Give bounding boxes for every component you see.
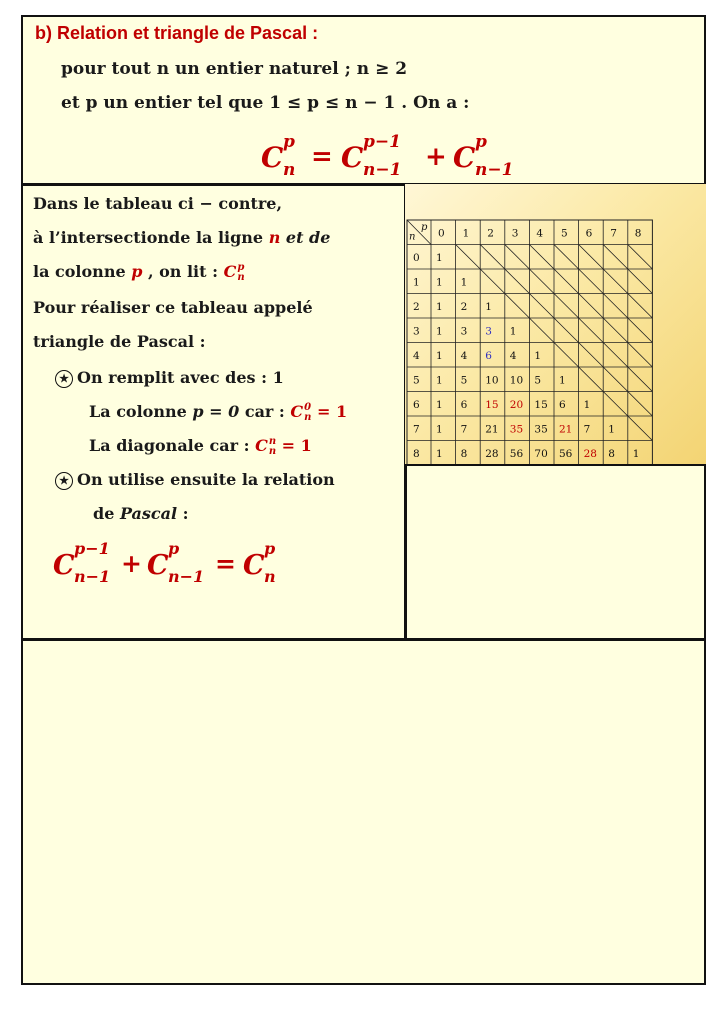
bottom-eq: = [215,549,236,578]
table-cell: 6 [485,350,492,362]
pascal-table-area [405,184,706,465]
row-header: 3 [413,325,420,338]
table-cell: 4 [460,350,468,362]
table-cell: 1 [608,423,615,436]
empty-cell-diagonal [628,318,653,343]
empty-cell-diagonal [579,269,604,294]
table-cell: 70 [534,448,548,460]
table-cell: 3 [460,325,468,338]
bottom-r-sub: n [264,567,276,586]
empty-cell-diagonal [554,245,579,270]
hypothesis-line-2: et p un entier tel que 1 ≤ p ≤ n − 1 . On a : [61,93,470,113]
bottom-t1-sub: n−1 [74,567,111,586]
empty-cell-diagonal [579,367,604,392]
empty-cell-diagonal [603,245,628,270]
col-header: 7 [610,227,617,240]
expl-line-4: Pour réaliser ce tableau appelé [33,298,313,317]
bullet-2 [55,470,335,490]
row-header: 7 [413,423,420,436]
empty-cell-diagonal [554,343,579,368]
empty-cell-diagonal [628,392,653,417]
bottom-t1: C [53,550,75,581]
empty-cell-diagonal [603,318,628,343]
star-bullet-icon: ★ [55,472,73,490]
pascal-formula-main [259,125,529,181]
expl-line-3a: la colonne [33,262,132,281]
col-header: 1 [462,227,470,240]
empty-cell-diagonal [529,294,554,319]
col-header: 0 [438,227,445,240]
table-cell: 8 [460,448,468,460]
empty-cell-diagonal [554,318,579,343]
expl-line-2a: à l’intersectionde la ligne [33,228,269,247]
empty-cell-diagonal [480,245,505,270]
table-cell: 5 [534,374,542,387]
star-bullet-icon: ★ [55,370,73,388]
table-cell: 4 [509,350,517,362]
table-cell: 7 [460,423,468,436]
table-cell: 10 [509,374,524,387]
empty-cell-diagonal [603,269,628,294]
empty-cell-diagonal [579,318,604,343]
diagonal-rule: La diagonale car : C n n = 1 [89,435,312,457]
bullet-2-text: On utilise ensuite la relation [77,470,335,489]
table-cell: 35 [509,423,524,436]
empty-cell-diagonal [628,343,653,368]
bottom-t2-sup: p [168,539,180,558]
row-header: 6 [413,399,420,411]
table-cell: 1 [436,374,443,387]
de-pascal-line: de Pascal : [93,504,189,523]
bottom-t2: C [147,550,169,581]
table-cell: 7 [583,423,591,436]
expl-line-3b: , on lit : [142,262,224,281]
table-cell: 8 [608,448,615,460]
corner-label-n: n [409,231,416,243]
empty-cell-diagonal [505,245,530,270]
pascal-formula-bottom [51,534,301,590]
formula-t2-sup: p [475,132,487,152]
empty-cell-diagonal [505,269,530,294]
empty-bottom-box [21,639,706,985]
empty-cell-diagonal [529,318,554,343]
col-header: 3 [511,227,519,240]
empty-cell-diagonal [628,416,653,441]
formula-t2-sub: n−1 [475,160,514,180]
table-cell: 1 [534,350,542,362]
formula-t1-sup: p−1 [363,132,401,152]
row-header: 2 [413,301,420,313]
table-cell: 2 [460,301,468,313]
column-rule: La colonne p = 0 car : C 0 n = 1 [89,401,348,423]
empty-cell-diagonal [603,367,628,392]
expl-line-5: triangle de Pascal : [33,332,206,351]
row-header: 8 [413,448,420,460]
empty-cell-diagonal [554,269,579,294]
bottom-plus: + [121,549,142,578]
empty-cell-diagonal [579,294,604,319]
col-header: 4 [536,227,544,240]
expl-line-3 [33,262,245,283]
formula-t2: C [453,141,476,174]
bottom-t1-sup: p−1 [74,539,110,558]
table-cell: 28 [485,448,499,460]
table-cell: 6 [460,399,468,411]
hypothesis-line-1: pour tout n un entier naturel ; n ≥ 2 [61,59,408,79]
formula-lhs: C [261,141,284,174]
table-cell: 1 [460,276,468,289]
pascal-triangle-table [405,184,706,465]
col-header: 6 [585,227,593,240]
table-cell: 15 [534,399,548,411]
formula-t1-sub: n−1 [363,160,402,180]
table-cell: 1 [436,350,443,362]
table-cell: 10 [485,374,499,387]
formula-plus: + [425,142,447,172]
col-header: 8 [634,227,642,240]
empty-cell-diagonal [554,294,579,319]
empty-cell-diagonal [603,343,628,368]
table-cell: 20 [509,399,524,411]
table-cell: 1 [436,276,443,289]
table-cell: 1 [436,301,443,313]
table-cell: 1 [583,399,591,411]
table-cell: 1 [436,325,443,338]
empty-cell-diagonal [456,245,481,270]
cn0-formula: C 0 n = 1 [290,401,348,423]
formula-eq: = [311,142,333,172]
corner-label-p: p [421,222,428,233]
empty-cell-diagonal [628,294,653,319]
table-cell: 21 [559,423,573,436]
empty-cell-diagonal [505,294,530,319]
explanation-box [21,184,406,640]
table-cell: 56 [509,448,524,460]
table-cell: 1 [436,399,443,411]
row-header: 4 [413,350,420,362]
col-header: 2 [487,227,494,240]
bottom-r-sup: p [264,539,276,558]
row-header: 0 [413,252,420,264]
table-cell: 21 [485,423,499,436]
empty-cell-diagonal [579,245,604,270]
formula-lhs-sup: p [283,132,295,152]
table-cell: 35 [534,423,548,436]
row-header: 1 [413,276,420,289]
empty-cell-diagonal [603,294,628,319]
expl-var-p: p [131,262,143,281]
cnn-formula: C n n = 1 [255,435,312,457]
table-cell: 1 [436,423,443,436]
pascal-relation-section [21,15,706,185]
section-heading: b) Relation et triangle de Pascal : [35,23,319,43]
empty-right-box [405,464,706,640]
bottom-t2-sub: n−1 [168,567,205,586]
expl-cnp: C p n [223,261,245,283]
bottom-r: C [243,550,265,581]
table-cell: 3 [485,325,492,338]
table-cell: 15 [485,399,499,411]
table-cell: 1 [509,325,517,338]
table-cell: 1 [485,301,492,313]
col-header: 5 [561,227,568,240]
expl-line-1: Dans le tableau ci − contre, [33,194,283,213]
expl-line-2b: et de [280,228,331,247]
formula-lhs-sub: n [283,160,296,180]
table-cell: 5 [460,374,468,387]
table-cell: 6 [559,399,566,411]
empty-cell-diagonal [579,343,604,368]
expl-line-2 [33,228,330,247]
table-cell: 56 [559,448,573,460]
row-header: 5 [413,374,420,387]
empty-cell-diagonal [628,367,653,392]
table-cell: 1 [632,448,640,460]
table-cell: 28 [583,448,597,460]
empty-cell-diagonal [628,269,653,294]
table-cell: 1 [559,374,566,387]
empty-cell-diagonal [628,245,653,270]
bullet-1-text: On remplit avec des : 1 [77,368,284,387]
empty-cell-diagonal [480,269,505,294]
empty-cell-diagonal [529,269,554,294]
bullet-1 [55,368,284,388]
empty-cell-diagonal [603,392,628,417]
empty-cell-diagonal [529,245,554,270]
table-cell: 1 [436,448,443,460]
expl-var-n: n [268,228,281,247]
formula-t1: C [341,141,364,174]
table-cell: 1 [436,252,443,264]
